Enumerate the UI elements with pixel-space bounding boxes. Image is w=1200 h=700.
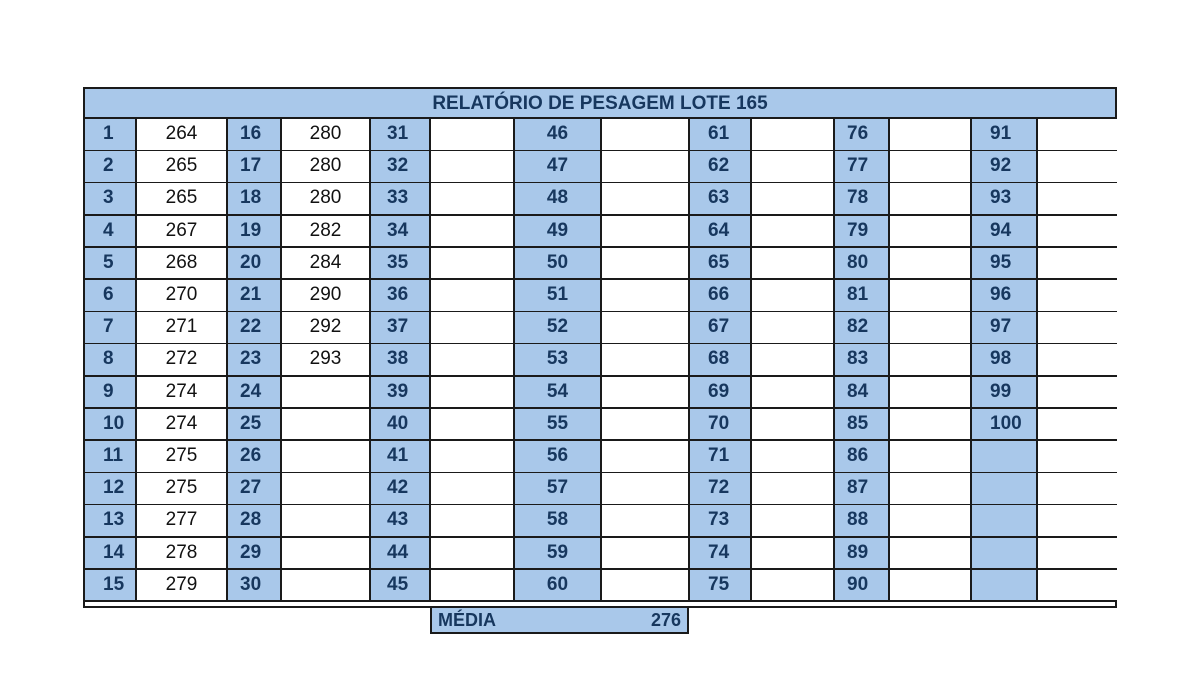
weight-cell — [602, 505, 690, 538]
weight-cell — [1038, 280, 1117, 313]
weight-cell — [1038, 312, 1117, 345]
row-number-cell: 62 — [690, 151, 752, 184]
row-number-cell: 78 — [835, 183, 890, 216]
weight-cell — [1038, 441, 1117, 474]
row-number-cell: 67 — [690, 312, 752, 345]
row-number-cell: 75 — [690, 570, 752, 603]
row-number-cell: 29 — [228, 538, 282, 571]
row-number-cell: 57 — [515, 473, 602, 506]
weight-cell: 268 — [137, 248, 228, 281]
row-number-cell: 88 — [835, 505, 890, 538]
row-number-cell: 22 — [228, 312, 282, 345]
row-number-cell: 58 — [515, 505, 602, 538]
weight-cell — [431, 409, 515, 442]
row-number-cell: 40 — [371, 409, 431, 442]
weight-cell: 293 — [282, 344, 371, 377]
row-number-cell: 17 — [228, 151, 282, 184]
row-number-cell: 70 — [690, 409, 752, 442]
weight-cell — [602, 183, 690, 216]
weight-cell — [752, 312, 835, 345]
weight-cell — [431, 570, 515, 603]
weight-cell — [431, 344, 515, 377]
row-number-cell: 69 — [690, 377, 752, 410]
weight-cell: 275 — [137, 473, 228, 506]
weight-cell — [1038, 151, 1117, 184]
weight-cell — [1038, 216, 1117, 249]
weight-cell: 290 — [282, 280, 371, 313]
weight-cell — [1038, 473, 1117, 506]
row-number-cell: 4 — [85, 216, 137, 249]
weight-cell — [1038, 377, 1117, 410]
weighing-report-table — [83, 87, 1117, 608]
row-number-cell: 34 — [371, 216, 431, 249]
row-number-cell: 59 — [515, 538, 602, 571]
row-number-cell: 73 — [690, 505, 752, 538]
row-number-cell: 56 — [515, 441, 602, 474]
row-number-cell: 21 — [228, 280, 282, 313]
row-number-cell: 41 — [371, 441, 431, 474]
row-number-cell: 97 — [972, 312, 1038, 345]
weight-cell: 272 — [137, 344, 228, 377]
weight-cell — [431, 473, 515, 506]
average-value: 276 — [650, 610, 681, 630]
row-number-cell: 82 — [835, 312, 890, 345]
row-number-cell: 32 — [371, 151, 431, 184]
weight-cell — [752, 248, 835, 281]
weight-cell — [282, 409, 371, 442]
weight-cell — [602, 151, 690, 184]
weight-cell: 282 — [282, 216, 371, 249]
weight-cell — [431, 538, 515, 571]
weight-cell — [752, 409, 835, 442]
row-number-cell: 99 — [972, 377, 1038, 410]
weight-cell — [890, 216, 972, 249]
row-number-cell: 79 — [835, 216, 890, 249]
row-number-cell: 7 — [85, 312, 137, 345]
weight-cell: 271 — [137, 312, 228, 345]
row-number-cell: 83 — [835, 344, 890, 377]
weight-cell — [890, 538, 972, 571]
weight-cell — [431, 280, 515, 313]
weight-cell — [602, 377, 690, 410]
row-number-cell: 77 — [835, 151, 890, 184]
weight-cell — [752, 377, 835, 410]
weight-cell — [282, 505, 371, 538]
weight-cell: 264 — [137, 119, 228, 152]
row-number-cell: 68 — [690, 344, 752, 377]
row-number-cell: 100 — [972, 409, 1038, 442]
row-number-cell — [972, 441, 1038, 474]
weight-cell — [890, 280, 972, 313]
weight-cell — [602, 312, 690, 345]
row-number-cell — [972, 570, 1038, 603]
row-number-cell: 52 — [515, 312, 602, 345]
weight-cell — [752, 570, 835, 603]
weight-cell — [602, 538, 690, 571]
weight-cell — [752, 280, 835, 313]
weight-cell — [890, 312, 972, 345]
row-number-cell: 86 — [835, 441, 890, 474]
row-number-cell: 14 — [85, 538, 137, 571]
row-number-cell: 2 — [85, 151, 137, 184]
weight-cell: 278 — [137, 538, 228, 571]
row-number-cell: 54 — [515, 377, 602, 410]
row-number-cell: 74 — [690, 538, 752, 571]
weight-cell — [282, 441, 371, 474]
weight-cell — [602, 119, 690, 152]
row-number-cell: 37 — [371, 312, 431, 345]
row-number-cell: 65 — [690, 248, 752, 281]
row-number-cell: 63 — [690, 183, 752, 216]
row-number-cell: 30 — [228, 570, 282, 603]
row-number-cell: 85 — [835, 409, 890, 442]
row-number-cell — [972, 505, 1038, 538]
row-number-cell: 43 — [371, 505, 431, 538]
weight-cell — [431, 505, 515, 538]
weight-cell: 265 — [137, 183, 228, 216]
row-number-cell: 84 — [835, 377, 890, 410]
row-number-cell: 51 — [515, 280, 602, 313]
weight-cell — [602, 570, 690, 603]
weight-cell — [752, 183, 835, 216]
row-number-cell: 13 — [85, 505, 137, 538]
weight-cell — [752, 473, 835, 506]
weight-cell — [1038, 183, 1117, 216]
weight-cell: 274 — [137, 409, 228, 442]
row-number-cell: 3 — [85, 183, 137, 216]
weight-cell — [890, 119, 972, 152]
row-number-cell: 19 — [228, 216, 282, 249]
weight-cell — [431, 248, 515, 281]
weight-cell — [602, 280, 690, 313]
row-number-cell: 47 — [515, 151, 602, 184]
weight-cell — [890, 183, 972, 216]
row-number-cell: 49 — [515, 216, 602, 249]
row-number-cell: 93 — [972, 183, 1038, 216]
weight-cell: 270 — [137, 280, 228, 313]
report-title: RELATÓRIO DE PESAGEM LOTE 165 — [85, 89, 1115, 119]
row-number-cell: 96 — [972, 280, 1038, 313]
row-number-cell: 45 — [371, 570, 431, 603]
row-number-cell: 26 — [228, 441, 282, 474]
row-number-cell: 33 — [371, 183, 431, 216]
row-number-cell: 9 — [85, 377, 137, 410]
row-number-cell: 81 — [835, 280, 890, 313]
weight-cell — [1038, 505, 1117, 538]
weight-cell — [602, 473, 690, 506]
average-row — [430, 608, 689, 634]
row-number-cell: 42 — [371, 473, 431, 506]
weight-cell — [752, 505, 835, 538]
weight-cell — [431, 119, 515, 152]
row-number-cell: 39 — [371, 377, 431, 410]
row-number-cell: 48 — [515, 183, 602, 216]
weight-cell — [602, 216, 690, 249]
row-number-cell: 46 — [515, 119, 602, 152]
row-number-cell: 61 — [690, 119, 752, 152]
weight-cell — [431, 377, 515, 410]
row-number-cell: 8 — [85, 344, 137, 377]
row-number-cell: 72 — [690, 473, 752, 506]
row-number-cell: 11 — [85, 441, 137, 474]
weight-cell — [1038, 538, 1117, 571]
row-number-cell: 76 — [835, 119, 890, 152]
weight-cell — [890, 473, 972, 506]
weight-cell — [602, 409, 690, 442]
weight-cell — [752, 151, 835, 184]
weight-cell — [602, 248, 690, 281]
row-number-cell: 23 — [228, 344, 282, 377]
row-number-cell: 1 — [85, 119, 137, 152]
row-number-cell: 20 — [228, 248, 282, 281]
row-number-cell: 55 — [515, 409, 602, 442]
row-number-cell: 60 — [515, 570, 602, 603]
weight-cell — [1038, 344, 1117, 377]
row-number-cell — [972, 473, 1038, 506]
row-number-cell: 36 — [371, 280, 431, 313]
weight-cell — [890, 377, 972, 410]
weight-cell — [1038, 409, 1117, 442]
row-number-cell: 66 — [690, 280, 752, 313]
weight-cell: 280 — [282, 183, 371, 216]
row-number-cell: 18 — [228, 183, 282, 216]
weight-cell — [752, 441, 835, 474]
weight-cell — [752, 119, 835, 152]
row-number-cell: 80 — [835, 248, 890, 281]
weight-cell — [890, 344, 972, 377]
row-number-cell: 50 — [515, 248, 602, 281]
weight-cell — [1038, 119, 1117, 152]
weight-cell — [431, 151, 515, 184]
weight-cell: 265 — [137, 151, 228, 184]
row-number-cell: 87 — [835, 473, 890, 506]
weight-cell — [282, 538, 371, 571]
row-number-cell: 89 — [835, 538, 890, 571]
weight-cell: 275 — [137, 441, 228, 474]
row-number-cell: 24 — [228, 377, 282, 410]
row-number-cell: 53 — [515, 344, 602, 377]
weight-cell — [752, 216, 835, 249]
row-number-cell: 15 — [85, 570, 137, 603]
weight-cell — [431, 312, 515, 345]
row-number-cell: 16 — [228, 119, 282, 152]
weight-cell: 274 — [137, 377, 228, 410]
weight-cell — [282, 473, 371, 506]
weight-cell — [890, 409, 972, 442]
row-number-cell: 5 — [85, 248, 137, 281]
row-number-cell: 44 — [371, 538, 431, 571]
row-number-cell: 12 — [85, 473, 137, 506]
weight-cell: 284 — [282, 248, 371, 281]
row-number-cell: 35 — [371, 248, 431, 281]
row-number-cell: 10 — [85, 409, 137, 442]
row-number-cell — [972, 538, 1038, 571]
weight-cell — [282, 570, 371, 603]
weight-cell: 292 — [282, 312, 371, 345]
weight-cell — [890, 505, 972, 538]
weight-cell — [1038, 570, 1117, 603]
weight-cell — [602, 441, 690, 474]
weight-cell — [890, 248, 972, 281]
row-number-cell: 94 — [972, 216, 1038, 249]
row-number-cell: 91 — [972, 119, 1038, 152]
row-number-cell: 64 — [690, 216, 752, 249]
row-number-cell: 38 — [371, 344, 431, 377]
weight-cell: 277 — [137, 505, 228, 538]
row-number-cell: 6 — [85, 280, 137, 313]
row-number-cell: 28 — [228, 505, 282, 538]
weight-cell: 279 — [137, 570, 228, 603]
weight-cell — [602, 344, 690, 377]
row-number-cell: 90 — [835, 570, 890, 603]
weight-cell — [1038, 248, 1117, 281]
weight-cell: 280 — [282, 151, 371, 184]
weight-cell — [890, 570, 972, 603]
row-number-cell: 27 — [228, 473, 282, 506]
row-number-cell: 71 — [690, 441, 752, 474]
row-number-cell: 92 — [972, 151, 1038, 184]
average-label: MÉDIA — [438, 610, 496, 630]
weight-cell: 280 — [282, 119, 371, 152]
weight-cell — [752, 344, 835, 377]
weight-cell — [890, 441, 972, 474]
weight-cell — [752, 538, 835, 571]
weight-cell — [282, 377, 371, 410]
weight-cell: 267 — [137, 216, 228, 249]
row-number-cell: 95 — [972, 248, 1038, 281]
weight-cell — [890, 151, 972, 184]
weight-cell — [431, 216, 515, 249]
row-number-cell: 98 — [972, 344, 1038, 377]
row-number-cell: 31 — [371, 119, 431, 152]
weight-cell — [431, 183, 515, 216]
row-number-cell: 25 — [228, 409, 282, 442]
weight-cell — [431, 441, 515, 474]
